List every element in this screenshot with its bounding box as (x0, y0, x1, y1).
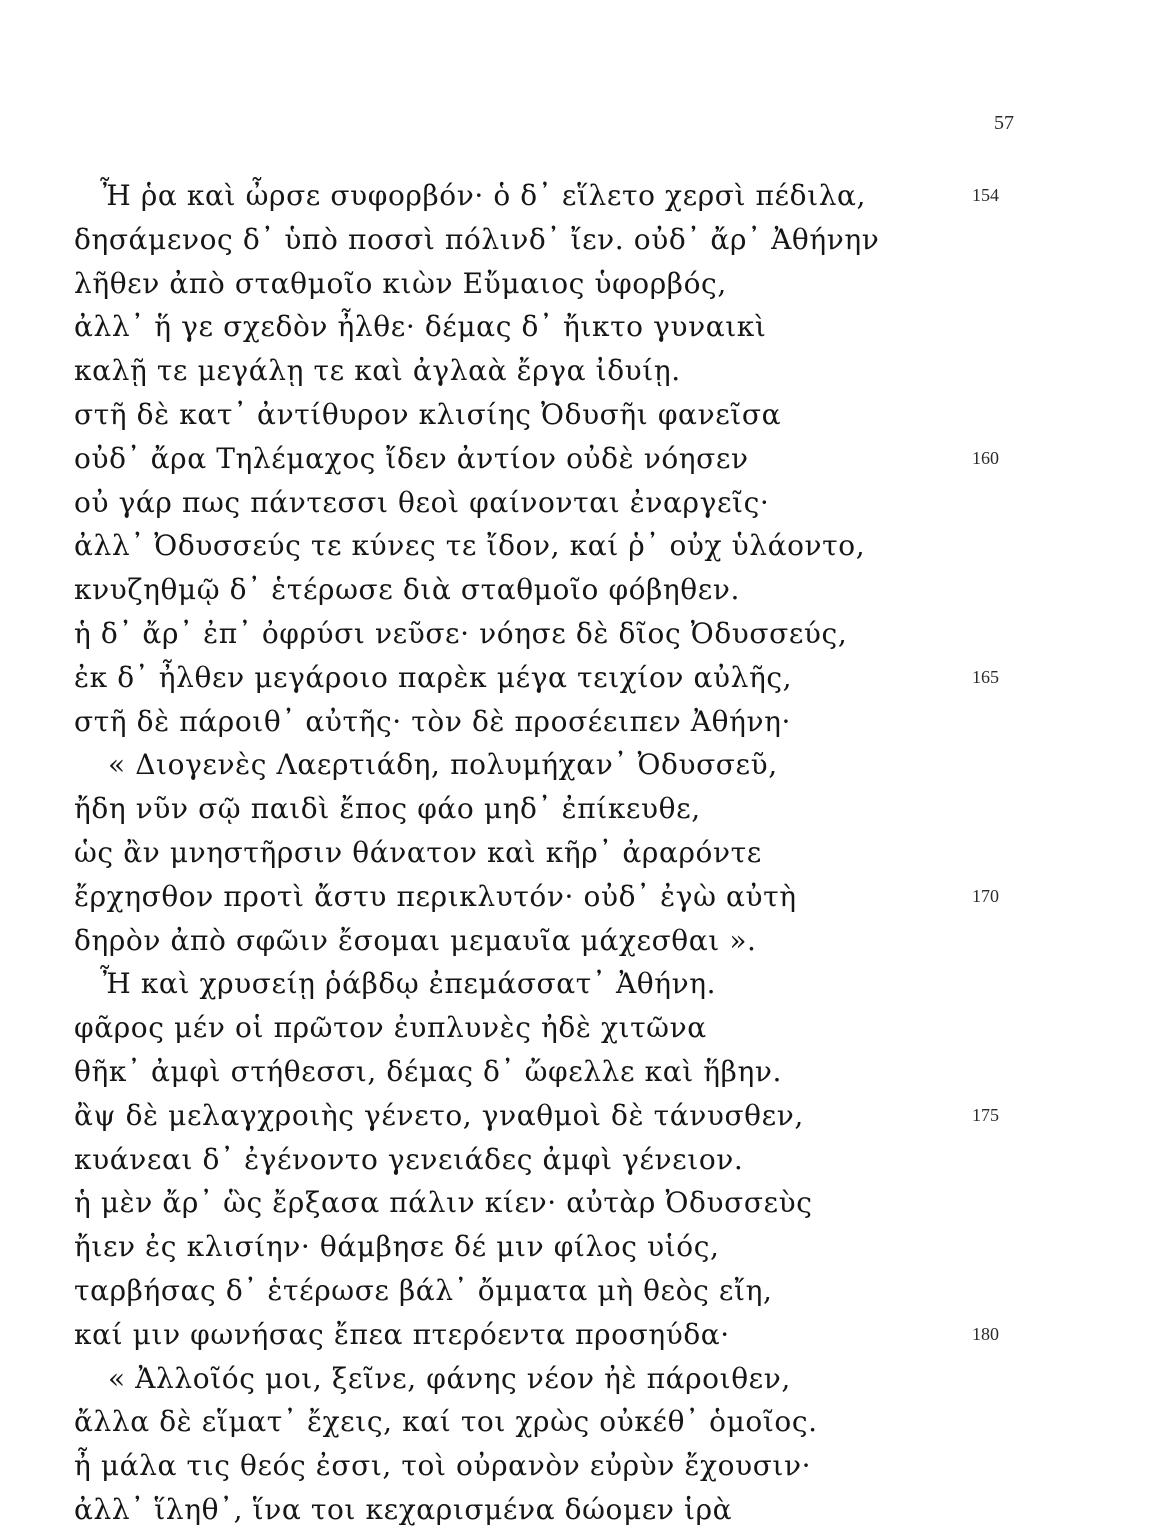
verse-text: οὐδ᾽ ἄρα Τηλέμαχος ἴδεν ἀντίον οὐδὲ νόησεν (74, 441, 749, 475)
verse-line (0, 875, 1160, 919)
verse-line (0, 1138, 1160, 1182)
verse-line (0, 1006, 1160, 1050)
verse-line (0, 218, 1160, 262)
verse-text: ἀλλ᾽ ἥ γε σχεδὸν ἦλθε· δέμας δ᾽ ἤικτο γυναικὶ (74, 310, 767, 344)
verse-line (0, 1357, 1160, 1401)
verse-text: ἡ μὲν ἄρ᾽ ὣς ἔρξασα πάλιν κίεν· αὐτὰρ Ὀδυσσεὺς (74, 1186, 813, 1220)
verse-text: φᾶρος μέν οἱ πρῶτον ἐυπλυνὲς ἠδὲ χιτῶνα (74, 1011, 707, 1045)
verse-line (0, 919, 1160, 963)
verse-text: κνυζηθμῷ δ᾽ ἑτέρωσε διὰ σταθμοῖο φόβηθεν. (74, 573, 740, 607)
verse-text: δησάμενος δ᾽ ὑπὸ ποσσὶ πόλινδ᾽ ἴεν. οὐδ᾽ ἄρ᾽ Ἀθήνην (74, 222, 880, 256)
verse-text: στῆ δὲ πάροιθ᾽ αὐτῆς· τὸν δὲ προσέειπεν Ἀθήνη· (74, 704, 791, 738)
verse-line (0, 1094, 1160, 1138)
verse-line (0, 174, 1160, 218)
verse-line (0, 1444, 1160, 1488)
verse-text: κυάνεαι δ᾽ ἐγένοντο γενειάδες ἀμφὶ γένειον. (74, 1142, 744, 1176)
verse-line (0, 568, 1160, 612)
verse-line (0, 524, 1160, 568)
verse-text: λῆθεν ἀπὸ σταθμοῖο κιὼν Εὔμαιος ὑφορβός, (74, 266, 727, 300)
verse-text: θῆκ᾽ ἀμφὶ στήθεσσι, δέμας δ᾽ ὤφελλε καὶ ἥβην. (74, 1054, 782, 1088)
verse-line (0, 700, 1160, 744)
verse-line (0, 656, 1160, 700)
line-number: 180 (972, 1323, 999, 1344)
verse-text: στῆ δὲ κατ᾽ ἀντίθυρον κλισίης Ὀδυσῆι φανεῖσα (74, 397, 782, 431)
verse-line (0, 962, 1160, 1006)
verse-line (0, 612, 1160, 656)
verse-line (0, 1181, 1160, 1225)
verse-line (0, 1488, 1160, 1532)
verse-text: « Ἀλλοῖός μοι, ξεῖνε, φάνης νέον ἠὲ πάροιθεν, (108, 1361, 791, 1395)
verse-text: Ἦ ῥα καὶ ὦρσε συφορβόν· ὁ δ᾽ εἵλετο χερσὶ πέδιλα, (100, 179, 867, 212)
verse-text: ἡ δ᾽ ἄρ᾽ ἐπ᾽ ὀφρύσι νεῦσε· νόησε δὲ δῖος Ὀδυσσεύς, (74, 616, 848, 650)
verse-line (0, 349, 1160, 393)
page-number: 57 (994, 112, 1014, 134)
verse-line (0, 831, 1160, 875)
verse-line (0, 1400, 1160, 1444)
verse-block (0, 174, 1160, 1532)
verse-line (0, 1050, 1160, 1094)
verse-text: ἄλλα δὲ εἵματ᾽ ἔχεις, καί τοι χρὼς οὐκέθ᾽ ὁμοῖος. (74, 1405, 818, 1439)
verse-text: « Διογενὲς Λαερτιάδη, πολυμήχαν᾽ Ὀδυσσεῦ, (108, 748, 778, 782)
verse-text: ἂψ δὲ μελαγχροιὴς γένετο, γναθμοὶ δὲ τάνυσθεν, (74, 1098, 804, 1132)
line-number: 160 (972, 447, 999, 468)
verse-line (0, 1225, 1160, 1269)
verse-text: ἀλλ᾽ Ὀδυσσεύς τε κύνες τε ἴδον, καί ῥ᾽ οὐχ ὑλάοντο, (74, 529, 866, 563)
verse-line (0, 787, 1160, 831)
verse-text: ἦ μάλα τις θεός ἐσσι, τοὶ οὐρανὸν εὐρὺν ἔχουσιν· (74, 1449, 812, 1483)
verse-line (0, 437, 1160, 481)
verse-text: οὐ γάρ πως πάντεσσι θεοὶ φαίνονται ἐναργεῖς· (74, 485, 770, 519)
line-number: 170 (972, 885, 999, 906)
line-number: 154 (972, 185, 999, 205)
verse-line (0, 1269, 1160, 1313)
verse-text: ἔρχησθον προτὶ ἄστυ περικλυτόν· οὐδ᾽ ἐγὼ αὐτὴ (74, 879, 797, 913)
verse-text: ἐκ δ᾽ ἦλθεν μεγάροιο παρὲκ μέγα τειχίον αὐλῆς, (74, 660, 793, 694)
line-number: 165 (972, 666, 999, 687)
verse-line (0, 481, 1160, 525)
verse-line (0, 1313, 1160, 1357)
verse-text: ἤιεν ἐς κλισίην· θάμβησε δέ μιν φίλος υἱός, (74, 1230, 720, 1264)
verse-text: καί μιν φωνήσας ἔπεα πτερόεντα προσηύδα· (74, 1317, 730, 1351)
verse-line (0, 305, 1160, 349)
verse-text: ταρβήσας δ᾽ ἑτέρωσε βάλ᾽ ὄμματα μὴ θεὸς εἴη, (74, 1273, 773, 1307)
verse-line (0, 262, 1160, 306)
line-number: 175 (972, 1104, 999, 1125)
verse-line (0, 743, 1160, 787)
verse-text: ὡς ἂν μνηστῆρσιν θάνατον καὶ κῆρ᾽ ἀραρόντε (74, 835, 762, 869)
verse-text: Ἦ καὶ χρυσείῃ ῥάβδῳ ἐπεμάσσατ᾽ Ἀθήνη. (100, 967, 717, 1001)
verse-text: δηρὸν ἀπὸ σφῶιν ἔσομαι μεμαυῖα μάχεσθαι ». (74, 923, 757, 957)
verse-text: καλῇ τε μεγάλῃ τε καὶ ἀγλαὰ ἔργα ἰδυίῃ. (74, 354, 681, 388)
verse-text: ἤδη νῦν σῷ παιδὶ ἔπος φάο μηδ᾽ ἐπίκευθε, (74, 792, 701, 826)
verse-line (0, 393, 1160, 437)
verse-text: ἀλλ᾽ ἵληθ᾽, ἵνα τοι κεχαρισμένα δώομεν ἱρὰ (74, 1492, 733, 1526)
